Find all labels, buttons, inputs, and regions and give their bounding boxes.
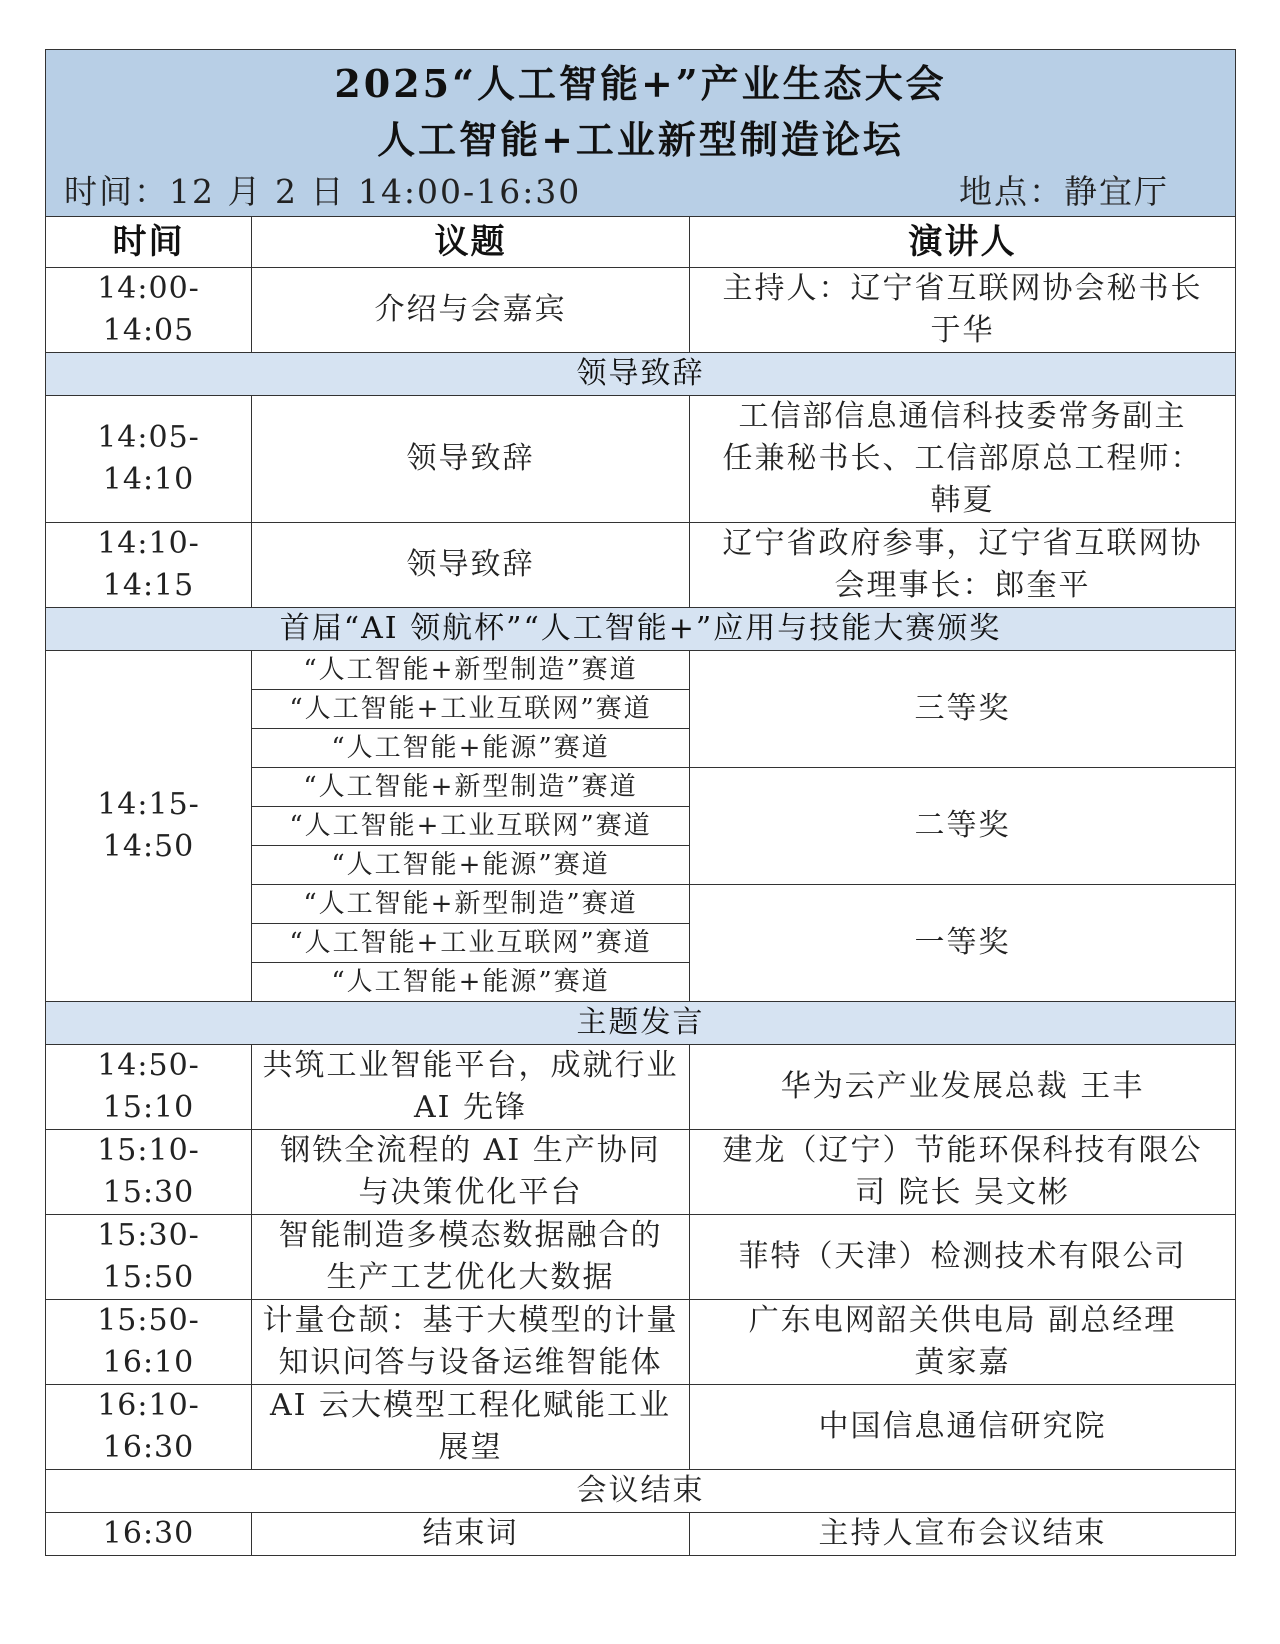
speaker-line: 辽宁省政府参事，辽宁省互联网协 xyxy=(722,526,1203,561)
topic-line: AI 云大模型工程化赋能工业 xyxy=(269,1388,672,1423)
section-row xyxy=(46,1002,1236,1045)
row-topic: 领导致辞 xyxy=(252,396,690,523)
section-title-awards: 首届“AI 领航杯”“人工智能+”应用与技能大赛颁奖 xyxy=(46,608,1236,651)
award-track: “人工智能+工业互联网”赛道 xyxy=(252,690,690,729)
speaker-line: 菲特（天津）检测技术有限公司 xyxy=(738,1239,1187,1274)
topic-line: 智能制造多模态数据融合的 xyxy=(278,1218,663,1253)
speaker-line: 华为云产业发展总裁 王丰 xyxy=(780,1069,1145,1104)
row-time: 14:00-14:05 xyxy=(46,268,252,353)
topic-line: 与决策优化平台 xyxy=(358,1175,583,1210)
table-row xyxy=(46,1130,1236,1215)
row-time: 16:30 xyxy=(46,1513,252,1556)
award-track: “人工智能+新型制造”赛道 xyxy=(252,768,690,807)
award-track: “人工智能+能源”赛道 xyxy=(252,729,690,768)
awards-time: 14:15-14:50 xyxy=(46,651,252,1002)
agenda-table xyxy=(45,49,1236,1556)
table-row xyxy=(46,1300,1236,1385)
column-header-time: 时间 xyxy=(46,217,252,268)
award-track: “人工智能+能源”赛道 xyxy=(252,963,690,1002)
speaker-line: 建龙（辽宁）节能环保科技有限公 xyxy=(722,1133,1203,1168)
row-speaker xyxy=(690,1300,1236,1385)
table-row xyxy=(46,1513,1236,1556)
row-time: 15:30-15:50 xyxy=(46,1215,252,1300)
award-prize: 三等奖 xyxy=(690,651,1236,768)
speaker-line: 韩夏 xyxy=(930,483,995,518)
row-time: 15:50-16:10 xyxy=(46,1300,252,1385)
table-row xyxy=(46,1045,1236,1130)
row-topic xyxy=(252,1045,690,1130)
award-prize: 二等奖 xyxy=(690,768,1236,885)
table-row xyxy=(46,268,1236,353)
section-title-keynotes: 主题发言 xyxy=(46,1002,1236,1045)
section-row xyxy=(46,1470,1236,1513)
header-cell xyxy=(46,50,1236,217)
row-speaker xyxy=(690,1045,1236,1130)
topic-line: 共筑工业智能平台，成就行业 xyxy=(262,1048,679,1083)
speaker-line: 于华 xyxy=(930,313,995,348)
row-time: 14:05-14:10 xyxy=(46,396,252,523)
table-row xyxy=(46,396,1236,523)
row-speaker xyxy=(690,396,1236,523)
row-time: 14:50-15:10 xyxy=(46,1045,252,1130)
topic-line: 展望 xyxy=(438,1430,503,1465)
forum-title: 人工智能+工业新型制造论坛 xyxy=(377,117,904,162)
award-track: “人工智能+工业互联网”赛道 xyxy=(252,807,690,846)
speaker-line: 主持人：辽宁省互联网协会秘书长 xyxy=(722,271,1203,306)
row-speaker xyxy=(690,1385,1236,1470)
section-row xyxy=(46,608,1236,651)
section-title-leaders: 领导致辞 xyxy=(46,353,1236,396)
row-topic xyxy=(252,1130,690,1215)
award-track: “人工智能+新型制造”赛道 xyxy=(252,885,690,924)
speaker-line: 黄家嘉 xyxy=(914,1345,1011,1380)
row-topic: 介绍与会嘉宾 xyxy=(252,268,690,353)
agenda-document xyxy=(45,49,1235,1556)
speaker-line: 广东电网韶关供电局 副总经理 xyxy=(748,1303,1177,1338)
speaker-line: 司 院长 吴文彬 xyxy=(854,1175,1071,1210)
row-speaker xyxy=(690,523,1236,608)
award-prize: 一等奖 xyxy=(690,885,1236,1002)
table-row xyxy=(46,523,1236,608)
meta-line xyxy=(46,168,1235,216)
row-time: 15:10-15:30 xyxy=(46,1130,252,1215)
location-info: 地点：静宜厅 xyxy=(959,172,1170,211)
row-time: 16:10-16:30 xyxy=(46,1385,252,1470)
award-track: “人工智能+新型制造”赛道 xyxy=(252,651,690,690)
topic-line: 知识问答与设备运维智能体 xyxy=(278,1345,663,1380)
column-header-topic: 议题 xyxy=(252,217,690,268)
award-track: “人工智能+工业互联网”赛道 xyxy=(252,924,690,963)
speaker-line: 工信部信息通信科技委常务副主 xyxy=(738,399,1187,434)
section-title-closing: 会议结束 xyxy=(46,1470,1236,1513)
header-row xyxy=(46,50,1236,217)
table-row xyxy=(46,1385,1236,1470)
topic-line: AI 先锋 xyxy=(413,1090,528,1125)
time-info: 时间：12 月 2 日 14:00-16:30 xyxy=(64,172,582,211)
row-topic xyxy=(252,1385,690,1470)
table-row xyxy=(46,1215,1236,1300)
row-topic: 结束词 xyxy=(252,1513,690,1556)
row-speaker xyxy=(690,1130,1236,1215)
row-speaker xyxy=(690,268,1236,353)
column-header-speaker: 演讲人 xyxy=(690,217,1236,268)
row-topic xyxy=(252,1300,690,1385)
event-title: 2025“人工智能+”产业生态大会 xyxy=(334,61,947,106)
section-row xyxy=(46,353,1236,396)
column-header-row xyxy=(46,217,1236,268)
topic-line: 钢铁全流程的 AI 生产协同 xyxy=(280,1133,661,1168)
speaker-line: 中国信息通信研究院 xyxy=(818,1409,1107,1444)
row-speaker xyxy=(690,1215,1236,1300)
award-row xyxy=(46,651,1236,690)
row-time: 14:10-14:15 xyxy=(46,523,252,608)
speaker-line: 会理事长：郎奎平 xyxy=(834,568,1091,603)
topic-line: 生产工艺优化大数据 xyxy=(326,1260,615,1295)
row-topic: 领导致辞 xyxy=(252,523,690,608)
speaker-line: 任兼秘书长、工信部原总工程师： xyxy=(722,441,1203,476)
row-topic xyxy=(252,1215,690,1300)
topic-line: 计量仓颉：基于大模型的计量 xyxy=(262,1303,679,1338)
row-speaker: 主持人宣布会议结束 xyxy=(690,1513,1236,1556)
award-track: “人工智能+能源”赛道 xyxy=(252,846,690,885)
